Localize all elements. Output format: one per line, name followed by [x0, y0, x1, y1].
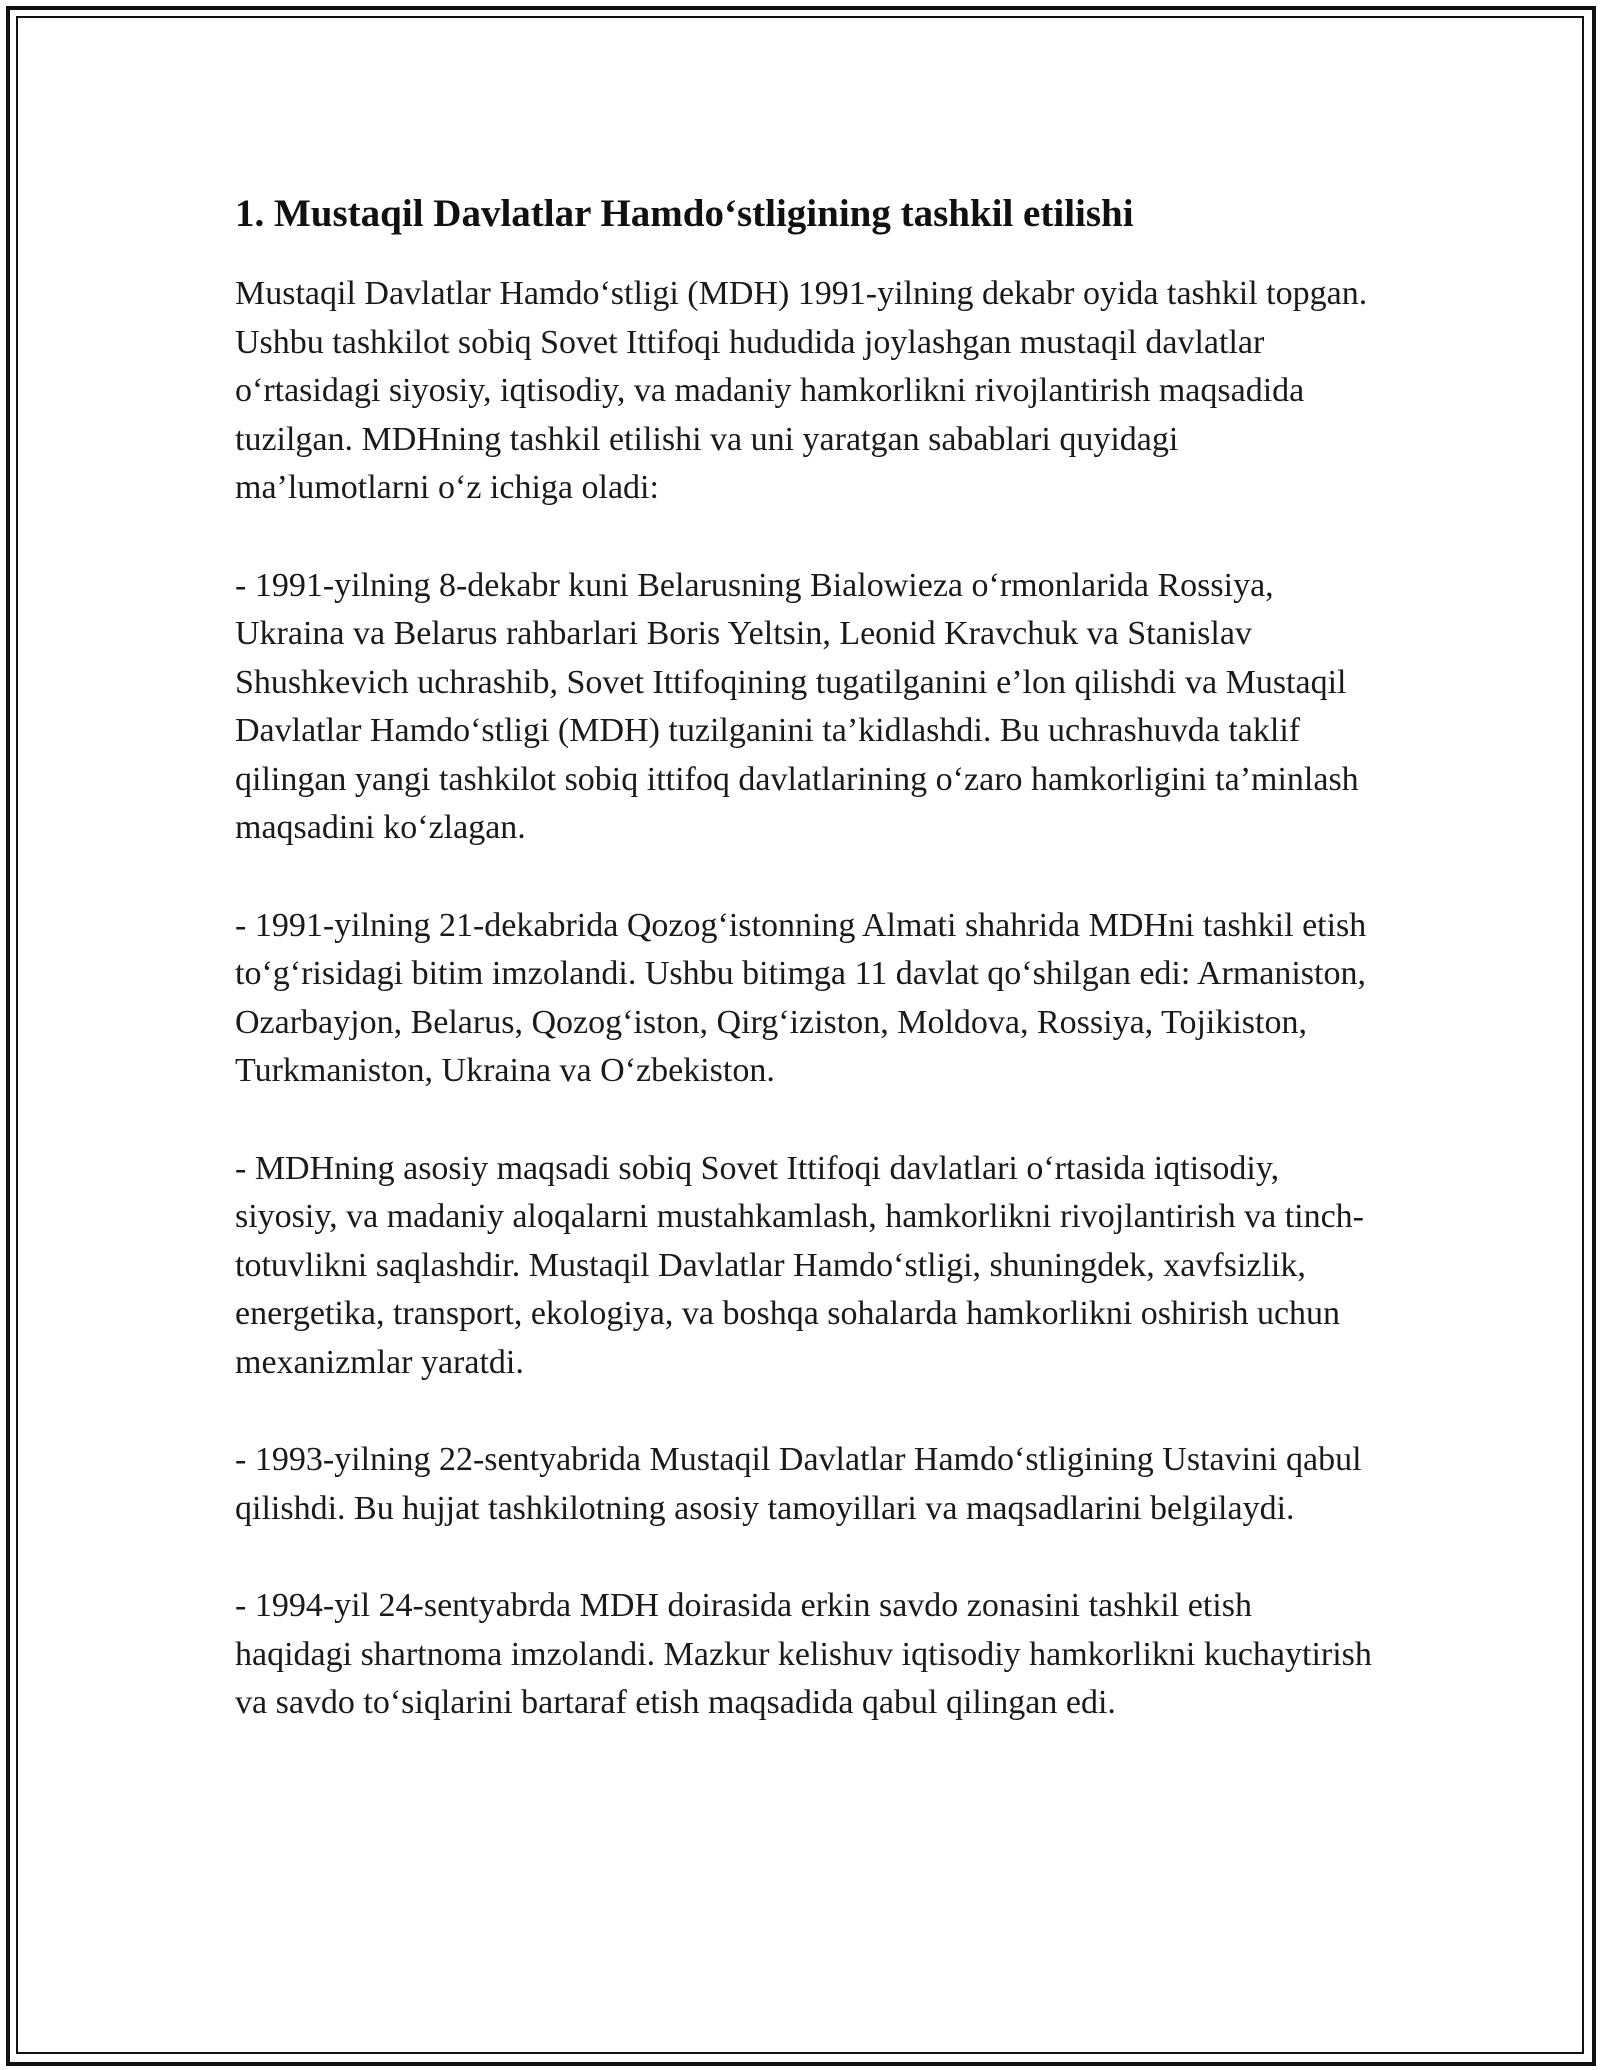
paragraph-bullet-charter: - 1993-yilning 22-sentyabrida Mustaqil Davlatlar Hamdo‘stligining Ustavini qabul qilishdi. Bu hujjat tashkilotning asosiy tamoyillari va maqsadlarini belgilaydi. [235, 1441, 1362, 1527]
paragraph-bullet-belovezha: - 1991-yilning 8-dekabr kuni Belarusning Bialowieza o‘rmonlarida Rossiya, Ukraina va Belarus rahbarlari Boris Yeltsin, Leonid Kravchuk va Stanislav Shushkevich uchrashib, Sovet Ittifoqining tugatilganini e’lon qilishdi va Mustaqil Davlatlar Hamdo‘stligi (MDH) tuzilganini ta’kidlashdi. Bu uchrashuvda taklif qilingan yangi tashkilot sobiq ittifoq davlatlarining o‘zaro hamkorligini ta’minlash maqsadini ko‘zlagan. [235, 566, 1359, 846]
document-body [235, 188, 1375, 1777]
section-heading: 1. Mustaqil Davlatlar Hamdo‘stligining tashkil etilishi [235, 192, 1134, 235]
paragraph-intro: Mustaqil Davlatlar Hamdo‘stligi (MDH) 1991-yilning dekabr oyida tashkil topgan. Ushbu tashkilot sobiq Sovet Ittifoqi hududida joylashgan mustaqil davlatlar o‘rtasidagi siyosiy, iqtisodiy, va madaniy hamkorlikni rivojlantirish maqsadida tuzilgan. MDHning tashkil etilishi va uni yaratgan sabablari quyidagi ma’lumotlarni o‘z ichiga oladi: [235, 275, 1368, 506]
paragraph-bullet-almaty: - 1991-yilning 21-dekabrida Qozog‘istonning Almati shahrida MDHni tashkil etish to‘g‘risidagi bitim imzolandi. Ushbu bitimga 11 davlat qo‘shilgan edi: Armaniston, Ozarbayjon, Belarus, Qozog‘iston, Qirg‘iziston, Moldova, Rossiya, Tojikiston, Turkmaniston, Ukraina va O‘zbekiston. [235, 906, 1367, 1089]
paragraph-bullet-goals: - MDHning asosiy maqsadi sobiq Sovet Ittifoqi davlatlari o‘rtasida iqtisodiy, siyosiy, va madaniy aloqalarni mustahkamlash, hamkorlikni rivojlantirish va tinch-totuvlikni saqlashdir. Mustaqil Davlatlar Hamdo‘stligi, shuningdek, xavfsizlik, energetika, transport, ekologiya, va boshqa sohalarda hamkorlikni oshirish uchun mexanizmlar yaratdi. [235, 1149, 1365, 1381]
paragraph-bullet-free-trade: - 1994-yil 24-sentyabrda MDH doirasida erkin savdo zonasini tashkil etish haqidagi shartnoma imzolandi. Mazkur kelishuv iqtisodiy hamkorlikni kuchaytirish va savdo to‘siqlarini bartaraf etish maqsadida qabul qilingan edi. [235, 1587, 1372, 1721]
